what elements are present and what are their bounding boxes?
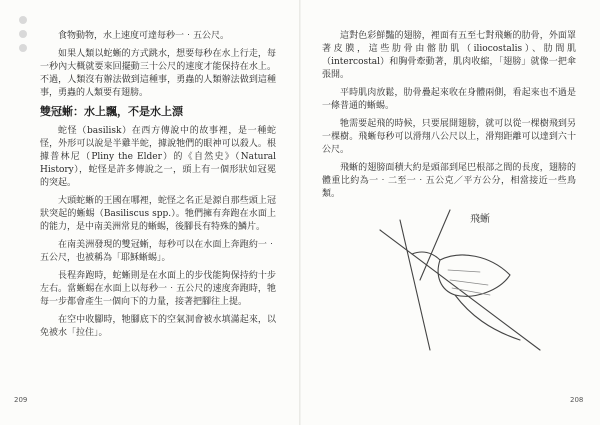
left-paragraph-6: 長程奔跑時，蛇蜥則是在水面上的步伐能夠保持約十步左右。當蜥蜴在水面上以每秒一‧五公尺的速度奔跑時，牠每一步都會產生一個向下的力量，接著把腳往上提。 [40,271,276,307]
decoration-dot [19,30,27,38]
right-paragraph-1: 這對色彩鮮豔的翅膀，裡面有五至七對飛蜥的肋骨，外面罩著皮膜，這些肋骨由髂肋肌（iliocostalis）、肋間肌（intercostal）和胸骨牽動著，肌肉收縮，「翅膀」就像一把傘張開。 [322,31,576,80]
right-page [300,0,600,425]
left-text-column [40,30,276,375]
branch-line [420,210,450,280]
lizard-tail-outline [455,295,520,340]
left-paragraph-3: 蛇怪（basilisk）在西方傳說中的故事裡，是一種蛇怪，外形可以說是半雞半蛇，據說牠們的眼神可以殺人。根據普林尼（Pliny the Elder）的《自然史》（Natural History），蛇怪是許多傳說之一，頭上有一個形狀如冠冕的突起。 [40,126,276,188]
right-paragraph-4: 飛蜥的翅膀面積大約是頭部到尾巴根部之間的長度，翅膀的體重比約為一‧二至一‧五公克／平方公分，相當接近一些鳥類。 [322,163,576,199]
right-paragraph-2: 平時肌肉放鬆，肋骨疊起來收在身體兩側，看起來也不過是一條普通的蜥蜴。 [322,88,576,111]
page-decoration-dots [16,16,30,58]
illustration-label: 飛蜥 [470,214,490,225]
left-paragraph-2: 如果人類以蛇蜥的方式跳水，想要每秒在水上行走，每一秒內大概就要來回擺動三十公尺的速度才能保持在水上。不過，人類沒有辦法做到這種事，勇蟲的人類辦法做到這種事，勇蟲的人類要有翅膀。 [40,49,276,98]
wing-rib-lines [448,270,490,295]
section-heading: 雙冠蜥：水上飄，不是水上漂 [40,105,183,118]
branch-line [380,230,540,350]
right-paragraph-3: 牠需要起飛的時候，只要展開翅膀，就可以從一棵樹飛到另一棵樹。飛蜥每秒可以滑翔八公尺以上，滑翔距離可以達到六十公尺。 [322,119,576,155]
lizard-head-outline [412,252,440,260]
decoration-dot [19,16,27,24]
decoration-dot [19,44,27,52]
left-page-number: 209 [14,396,28,404]
right-page-number: 208 [570,396,584,404]
flying-lizard-illustration [360,200,560,360]
lizard-wing-outline [438,255,510,296]
branch-line [400,220,430,350]
right-text-column [322,30,576,199]
left-paragraph-7: 在空中收腳時，牠腳底下的空氣洞會被水填滿起來，以免被水「拉住」。 [40,315,276,338]
left-paragraph-5: 在南美洲發現的雙冠蜥，每秒可以在水面上奔跑約一‧五公尺，也被稱為「耶穌蜥蜴」。 [40,240,276,263]
left-intro-paragraph: 食物動物，水上速度可達每秒一‧五公尺。 [58,31,230,41]
left-paragraph-4: 大頭蛇蜥的王國在哪裡，蛇怪之名正是源自那些頭上冠狀突起的蜥蜴（Basiliscus spp.）。牠們擁有奔跑在水面上的能力，是中南美洲常見的蜥蜴，後腳長有特殊的鱗片。 [40,196,276,232]
